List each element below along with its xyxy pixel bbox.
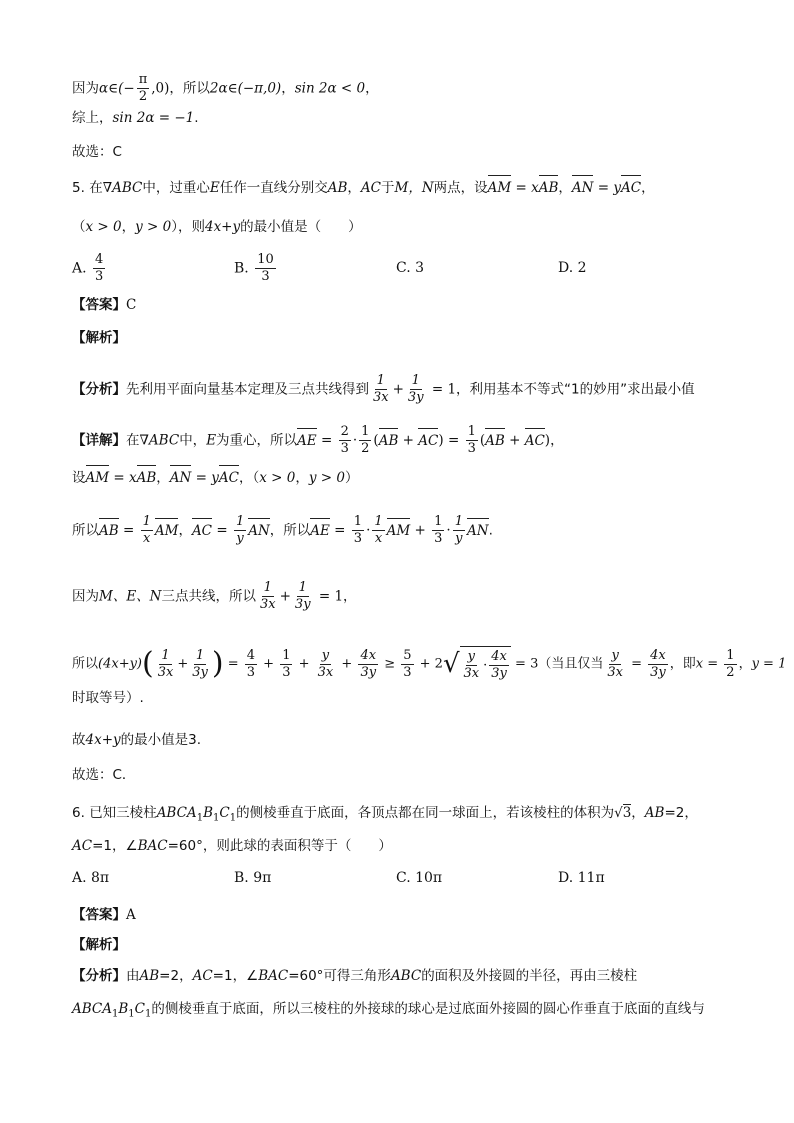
text-segment: ， (550, 432, 564, 449)
fraction-denominator: 3x (157, 664, 174, 680)
math-expression: ,0) (151, 80, 170, 97)
detail-5-line-8: 故选：C． (72, 767, 136, 783)
vector: AC (418, 432, 439, 449)
math-expression: α∈(− (99, 80, 135, 97)
vector: AB (378, 432, 399, 449)
subscript: 1 (128, 1008, 135, 1020)
math-operator: ( (479, 432, 486, 449)
analysis-5 (72, 373, 695, 406)
fraction-numerator: y (611, 647, 619, 663)
vector: AM (386, 522, 411, 539)
text-segment: =1，∠ (92, 838, 138, 854)
question-5-line-2 (72, 217, 362, 237)
vector: AC (621, 180, 642, 196)
math-expression: AC (72, 838, 93, 854)
analysis-tag: 【分析】 (72, 968, 126, 984)
math-expression: ABCA (156, 805, 197, 821)
fraction-denominator: 3x (260, 597, 276, 612)
math-operator: + (279, 588, 291, 605)
analysis-tag: 【分析】 (72, 381, 126, 398)
text-segment: =2， (159, 968, 193, 984)
question-5-line-1 (72, 178, 655, 198)
fraction-denominator: 3y (491, 666, 507, 681)
fraction-denominator: 3 (340, 441, 349, 456)
text-segment: 于 (381, 180, 395, 196)
fraction-denominator: 3 (403, 664, 412, 680)
math-expression: AB (644, 805, 665, 821)
subscript: 1 (229, 812, 237, 824)
vector: AE (297, 432, 317, 449)
text-segment: ，所以 (169, 80, 210, 97)
math-paren: ( (142, 646, 154, 681)
subscript: 1 (212, 812, 220, 824)
fraction (462, 649, 482, 682)
fraction-denominator: 3y (650, 664, 666, 680)
text-segment: 已知三棱柱 (89, 805, 157, 821)
vector: AC (191, 522, 213, 539)
text-segment: 所以 (72, 656, 99, 672)
text-segment: 三点共线，所以 (161, 588, 256, 605)
math-expression: M、E、N (99, 588, 162, 605)
math-expression: B (118, 1001, 129, 1017)
fraction-numerator: 1 (282, 647, 291, 663)
math-expression: (4x+y) (98, 656, 142, 672)
fraction-numerator: 1 (361, 424, 370, 439)
vector: AB (99, 522, 119, 539)
text-segment: 由 (126, 968, 140, 984)
math-expression: = x (109, 470, 137, 486)
text-segment: 中， (179, 432, 207, 449)
text-segment: 在 (89, 180, 103, 196)
option-d: D. 2 (558, 260, 587, 276)
text-segment: 因为 (72, 588, 99, 605)
fraction (255, 252, 276, 285)
math-operator: ) (438, 432, 444, 449)
math-expression: B (203, 805, 213, 821)
math-expression: ∇ABC (102, 180, 143, 196)
fraction-denominator: 3x (463, 666, 480, 681)
option-b (234, 252, 278, 285)
math-expression: ABC (390, 968, 422, 984)
fraction (156, 648, 176, 681)
text-segment: ， (631, 805, 645, 821)
math-operator: = (443, 432, 464, 449)
question-6-line-1 (72, 803, 698, 829)
fraction-numerator: 1 (161, 647, 170, 663)
text-segment: ， (281, 80, 295, 97)
vector: AN (169, 470, 192, 486)
math-expression: y > 0 (135, 219, 172, 235)
answer-value: A (126, 907, 136, 923)
fraction-numerator: 1 (298, 580, 307, 595)
vector: AB (538, 180, 559, 196)
option-6b: B. 9π (234, 870, 272, 886)
math-operator: · (352, 432, 358, 449)
text-segment: 的最小值是3. (120, 732, 202, 748)
fraction (141, 514, 153, 547)
fraction (258, 580, 278, 613)
math-operator: ) (544, 432, 551, 449)
fraction-numerator: 4 (246, 647, 256, 663)
math-expression: 4x+y (85, 732, 121, 748)
vector: AM (487, 180, 512, 196)
radicand (460, 646, 511, 682)
fraction-numerator: 1 (467, 424, 476, 439)
text-segment: 的侧棱垂直于底面，各顶点都在同一球面上，若该棱柱的体积为 (236, 805, 615, 821)
fraction (234, 514, 246, 547)
math-expression: = y (593, 180, 621, 196)
math-expression: E (209, 180, 220, 196)
fraction (359, 424, 371, 457)
vector: AN (571, 180, 594, 196)
analysis-tag-6: 【解析】 (72, 937, 126, 953)
text-segment: ， (641, 180, 655, 196)
radicand: 3 (622, 805, 632, 821)
detail-5-line-4 (72, 580, 357, 613)
fraction (245, 648, 257, 681)
vector: AC (218, 470, 239, 486)
option-c: C. 3 (396, 260, 425, 276)
math-expression: sin 2α < 0 (294, 80, 366, 97)
math-expression: x > 0 (259, 470, 296, 486)
fraction-numerator: 1 (726, 647, 735, 663)
math-operator: + (337, 656, 357, 672)
text-segment: ） (344, 470, 359, 486)
answer-6 (72, 905, 136, 925)
fraction-denominator: x (374, 531, 383, 546)
fraction (352, 514, 364, 547)
vector: AE (310, 522, 330, 539)
text-segment: =60°，则此球的表面积等于（ ） (167, 838, 392, 854)
question-6-line-2 (72, 836, 392, 856)
fraction-numerator: y (321, 647, 330, 663)
math-expression: BAC (137, 838, 168, 854)
analysis-tag-5: 【解析】 (72, 330, 126, 346)
math-expression: ∇ABC (139, 432, 180, 449)
fraction (724, 648, 736, 681)
vector: AN (467, 522, 489, 539)
text-segment: ，（ (238, 470, 260, 486)
math-expression: AB (327, 180, 348, 196)
fraction-denominator: 3 (467, 441, 476, 456)
text-segment: 任作一直线分别交 (219, 180, 328, 196)
math-operator: + (259, 656, 279, 672)
fraction-numerator: 1 (454, 514, 463, 529)
math-operator: + (398, 432, 419, 449)
math-operator: + (410, 522, 431, 539)
math-expression: BAC (258, 968, 289, 984)
text-segment: ， (347, 180, 361, 196)
fraction-denominator: 3 (261, 269, 270, 284)
fraction-denominator: 2 (726, 664, 735, 680)
fraction (406, 373, 426, 406)
fraction (372, 514, 384, 547)
text-line-1 (72, 72, 379, 105)
math-expression: AC (360, 180, 381, 196)
text-segment: 为重心，所以 (216, 432, 298, 449)
text-segment: 在 (126, 432, 140, 449)
math-expression: y = 1 (751, 656, 787, 672)
text-segment: ， (558, 180, 572, 196)
fraction-numerator: 1 (434, 514, 443, 529)
fraction-numerator: 1 (142, 514, 151, 529)
answer-tag: 【答案】 (72, 297, 126, 313)
fraction-denominator: 3y (294, 597, 311, 612)
fraction-numerator: 4x (491, 649, 507, 664)
math-operator: = (329, 522, 350, 539)
text-segment: 中，过重心 (142, 180, 210, 196)
fraction-denominator: 3x (317, 664, 334, 680)
detail-5-line-3 (72, 514, 493, 547)
text-segment: ， (156, 470, 170, 486)
analysis-6-line-1 (72, 966, 637, 986)
math-paren: ) (211, 646, 224, 681)
math-operator: ≥ (380, 656, 400, 672)
fraction (432, 514, 444, 547)
fraction-denominator: 2 (138, 89, 148, 104)
option-6c: C. 10π (396, 870, 443, 886)
fraction (280, 648, 292, 681)
math-expression: = x (511, 180, 539, 196)
vector: AB (485, 432, 505, 449)
text-segment: ， (365, 80, 379, 97)
text-segment: ），则 (171, 219, 205, 235)
detail-tag: 【详解】 (72, 432, 126, 449)
fraction (93, 252, 105, 285)
fraction-denominator: 3x (607, 664, 623, 680)
fraction-denominator: y (236, 531, 244, 546)
fraction (605, 648, 625, 681)
math-expression: sin 2α = −1 (112, 110, 195, 126)
math-operator: + 2 (415, 656, 443, 672)
math-expression: = 1 (427, 381, 457, 398)
vector: AN (248, 522, 270, 539)
subscript: 1 (112, 1008, 119, 1020)
answer-choice-line: 故选：C (72, 144, 122, 160)
text-segment: （当且仅当 (538, 656, 604, 672)
text-segment: 设 (72, 470, 86, 486)
option-6d: D. 11π (558, 870, 605, 886)
text-segment: ， (295, 470, 309, 486)
math-operator: = (626, 656, 647, 672)
option-label: A. (72, 260, 87, 277)
text-segment: 的面积及外接圆的半径，再由三棱柱 (421, 968, 638, 984)
math-operator: ( (373, 432, 379, 449)
math-expression: 2α∈(−π,0) (209, 80, 282, 97)
fraction (453, 514, 465, 547)
radical-sign: √ (442, 649, 460, 679)
option-6a: A. 8π (72, 870, 110, 886)
fraction-numerator: 1 (263, 580, 272, 595)
fraction-numerator: 5 (403, 647, 412, 663)
text-segment: . (194, 110, 199, 126)
math-operator: = (212, 522, 232, 539)
subscript: 1 (145, 1008, 152, 1020)
text-segment: 综上， (72, 110, 113, 126)
fraction-numerator: 1 (374, 514, 383, 529)
detail-5-line-5 (72, 646, 786, 682)
math-expression: AB (139, 968, 160, 984)
fraction-numerator: 1 (195, 647, 205, 663)
math-operator: = (316, 432, 337, 449)
fraction (466, 424, 478, 457)
text-segment: =1，∠ (212, 968, 259, 984)
fraction-numerator: 1 (235, 514, 245, 529)
fraction-denominator: 3 (353, 531, 363, 546)
fraction-numerator: π (138, 72, 148, 87)
fraction-numerator: 2 (340, 424, 349, 439)
fraction-denominator: 3x (373, 390, 389, 405)
text-segment: ， (343, 588, 357, 605)
text-segment: =2， (664, 805, 698, 821)
fraction (293, 580, 313, 613)
fraction-denominator: y (455, 531, 463, 546)
text-segment: ， (738, 656, 752, 672)
option-a (72, 252, 107, 285)
detail-5-line-7 (72, 730, 201, 750)
text-segment: 先利用平面向量基本定理及三点共线得到 (126, 381, 369, 398)
option-label: B. (234, 260, 249, 277)
fraction-denominator: 3y (407, 390, 424, 405)
fraction-denominator: 3 (434, 531, 443, 546)
text-segment: =60°可得三角形 (288, 968, 391, 984)
fraction (190, 648, 210, 681)
analysis-6-line-2 (72, 999, 705, 1025)
fraction-numerator: 1 (353, 514, 363, 529)
text-segment: ，所以 (269, 522, 311, 539)
math-expression: ABCA (72, 1001, 112, 1017)
text-segment: 所以 (72, 522, 99, 539)
math-operator: = (223, 656, 243, 672)
math-expression: x > 0 (85, 219, 122, 235)
text-segment: 两点，设 (433, 180, 488, 196)
fraction-denominator: 2 (361, 441, 370, 456)
fraction (401, 648, 413, 681)
fraction (316, 648, 336, 681)
question-number: 6. (72, 805, 85, 821)
vector: AM (85, 470, 110, 486)
math-operator: + (392, 381, 404, 398)
text-segment: 故 (72, 732, 86, 748)
detail-5-line-2 (72, 468, 358, 488)
fraction-numerator: 10 (257, 252, 274, 267)
math-expression: = y (191, 470, 219, 486)
answer-tag: 【答案】 (72, 907, 126, 923)
detail-5-line-1 (72, 424, 564, 457)
fraction (339, 424, 351, 457)
text-segment: ， (121, 219, 136, 235)
fraction-denominator: 3 (95, 269, 104, 284)
math-operator: + (294, 656, 314, 672)
fraction-numerator: 4 (95, 252, 104, 267)
text-segment: ，即 (669, 656, 696, 672)
math-expression: = 1 (314, 588, 344, 605)
subscript: 1 (196, 812, 204, 824)
fraction-denominator: 3y (360, 664, 377, 680)
fraction-denominator: 3 (282, 664, 291, 680)
math-expression: C (134, 1001, 146, 1017)
square-root (443, 646, 511, 682)
math-expression: x = (695, 656, 723, 672)
fraction (371, 373, 391, 406)
math-expression: E (206, 432, 217, 449)
math-expression: y > 0 (308, 470, 345, 486)
text-segment: ，利用基本不等式“1的妙用”求出最小值 (456, 381, 695, 398)
detail-5-line-6: 时取等号）. (72, 690, 144, 706)
answer-value: C (126, 297, 137, 313)
question-number: 5. (72, 180, 85, 196)
math-expression: AC (192, 968, 213, 984)
radical-sign: √ (614, 805, 623, 821)
answer-5 (72, 295, 136, 315)
math-operator: · (366, 522, 371, 539)
text-segment: （ (72, 219, 86, 235)
fraction (358, 648, 378, 681)
math-expression: M，N (394, 180, 434, 196)
math-expression: 4x+y (204, 219, 241, 235)
fraction (137, 72, 150, 105)
text-segment: 的侧棱垂直于底面，所以三棱柱的外接球的球心是过底面外接圆的圆心作垂直于底面的直线与 (151, 1001, 705, 1017)
vector: AC (524, 432, 545, 449)
vector: AB (136, 470, 157, 486)
fraction-numerator: 4x (650, 647, 666, 663)
text-line-2 (72, 108, 199, 128)
text-segment: ， (178, 522, 192, 539)
fraction (648, 648, 668, 681)
fraction-denominator: 3y (192, 664, 208, 680)
text-segment: . (488, 522, 493, 539)
fraction (489, 649, 509, 682)
math-expression: = 3 (510, 656, 539, 672)
vector: AM (154, 522, 179, 539)
text-segment: 的最小值是（ ） (240, 219, 362, 235)
fraction-numerator: 1 (411, 373, 420, 388)
fraction-numerator: y (467, 649, 476, 664)
fraction-numerator: 4x (360, 647, 377, 663)
math-operator: · (483, 657, 488, 673)
fraction-denominator: x (143, 531, 151, 546)
math-expression: C (219, 805, 230, 821)
math-operator: + (177, 656, 189, 672)
math-operator: + (504, 432, 525, 449)
fraction-denominator: 3 (246, 664, 256, 680)
math-operator: = (118, 522, 139, 539)
math-operator: · (446, 522, 451, 539)
text-segment: 因为 (72, 80, 99, 97)
fraction-numerator: 1 (376, 373, 385, 388)
